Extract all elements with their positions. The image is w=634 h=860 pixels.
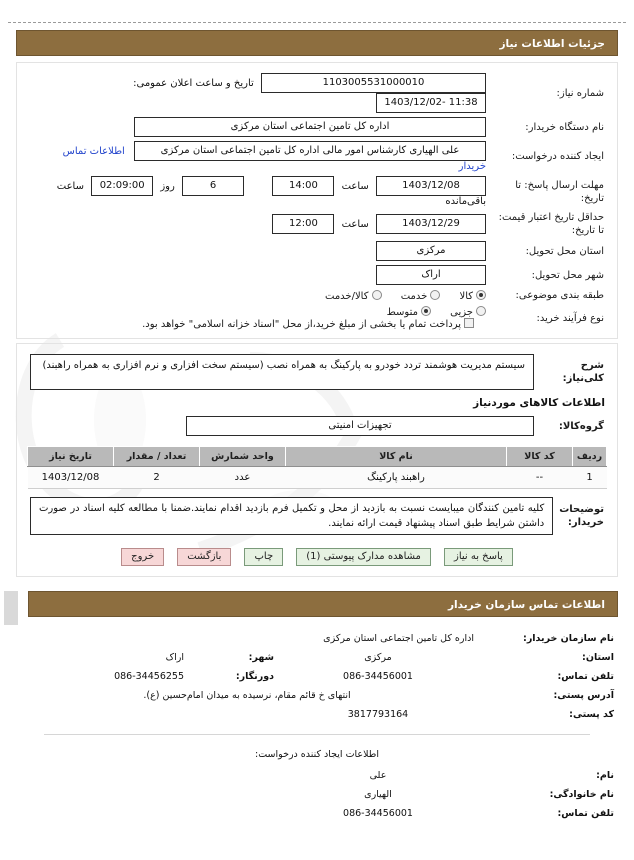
treasury-checkbox-label: پرداخت تمام یا بخشی از مبلغ خرید،از محل "اسناد خزانه اسلامی" خواهد بود. — [142, 319, 461, 330]
contact-city-label: شهر: — [248, 651, 274, 663]
buyer-contact-header — [28, 591, 618, 617]
creator-info-title: اطلاعات ایجاد کننده درخواست: — [255, 748, 379, 760]
action-buttons-row — [27, 537, 607, 570]
validity-date-field: 1403/12/29 — [376, 214, 486, 234]
col-code: کد کالا — [507, 447, 573, 467]
city-label: شهر محل تحویل: — [531, 269, 604, 281]
contact-address-label: آدرس پستی: — [553, 689, 614, 701]
deadline-label: مهلت ارسال پاسخ: تا تاریخ: — [515, 179, 604, 204]
row-goods-group — [27, 414, 607, 438]
radio-icon-selected — [476, 290, 486, 300]
page-content — [16, 30, 618, 830]
radio-icon — [476, 306, 486, 316]
announce-datetime-field: 11:38 -1403/12/02 — [376, 93, 486, 113]
days-label: روز — [160, 181, 175, 192]
radio-icon — [372, 290, 382, 300]
creator-field: علی الهیاری کارشناس امور مالی اداره کل تامین اجتماعی استان مرکزی — [134, 141, 486, 161]
row-contact-address — [16, 686, 618, 705]
row-purchase-type — [27, 304, 607, 332]
remaining-hours-label: ساعت باقی‌مانده — [56, 181, 486, 207]
creator-table — [16, 766, 618, 823]
need-details-form — [27, 71, 607, 332]
buyer-notes-form — [27, 495, 607, 537]
row-org-name — [16, 629, 618, 648]
col-need-date: تاریخ نیاز — [28, 447, 114, 467]
purchase-option-jozi-label: جزیی — [450, 307, 473, 318]
col-quantity: تعداد / مقدار — [114, 447, 200, 467]
buyer-contact-section — [16, 617, 618, 823]
category-option-khedmat[interactable] — [401, 290, 441, 302]
purchase-type-label: نوع فرآیند خرید: — [536, 312, 604, 324]
province-label: استان محل تحویل: — [525, 245, 604, 257]
back-button[interactable]: بازگشت — [177, 548, 231, 566]
contact-org-value: اداره کل تامین اجتماعی استان مرکزی — [323, 632, 474, 644]
contact-postal-label: کد پستی: — [569, 708, 614, 720]
creator-first-name-value: علی — [369, 769, 387, 781]
category-option-kala[interactable] — [459, 290, 486, 302]
row-contact-phone — [16, 667, 618, 686]
contact-phone-value: 086-34456001 — [343, 670, 413, 682]
row-contact-province — [16, 648, 618, 667]
col-name: نام کالا — [286, 447, 507, 467]
print-button[interactable]: چاپ — [244, 548, 283, 566]
deadline-hour-label: ساعت — [341, 181, 369, 192]
buyer-notes-label: توضیحات خریدار: — [559, 504, 604, 528]
creator-phone-label: تلفن تماس: — [557, 807, 614, 819]
treasury-checkbox-wrap[interactable] — [142, 318, 474, 330]
contact-phone-label: تلفن تماس: — [557, 670, 614, 682]
row-need-summary — [27, 352, 607, 392]
purchase-option-motavaset-label: متوسط — [386, 307, 418, 318]
row-need-number — [27, 71, 607, 115]
row-deadline — [27, 174, 607, 209]
contact-province-value: مرکزی — [364, 651, 392, 663]
col-unit: واحد شمارش — [200, 447, 286, 467]
row-creator-first-name — [16, 766, 618, 785]
description-form — [27, 352, 607, 392]
contact-fax-value: 086-34456255 — [114, 670, 184, 682]
contact-org-label: نام سازمان خریدار: — [523, 632, 614, 644]
respond-to-need-button[interactable]: پاسخ به نیاز — [444, 548, 513, 566]
row-creator-phone — [16, 804, 618, 823]
checkbox-icon — [464, 318, 474, 328]
goods-table — [27, 446, 607, 489]
row-validity — [27, 209, 607, 239]
contact-table — [16, 629, 618, 724]
buyer-org-field: اداره کل تامین اجتماعی استان مرکزی — [134, 117, 486, 137]
need-summary-label: شرح کلی‌نیاز: — [562, 360, 604, 384]
validity-label: حداقل تاریخ اعتبار قیمت: تا تاریخ: — [498, 212, 604, 236]
row-province — [27, 239, 607, 263]
need-number-label: شماره نیاز: — [556, 87, 604, 99]
need-number-field: 1103005531000010 — [261, 73, 486, 93]
need-details-header — [16, 30, 618, 56]
buyer-contact-header-title: اطلاعات تماس سازمان خریدار — [448, 598, 605, 611]
goods-group-label: گروه‌کالا: — [558, 420, 604, 432]
view-attachments-button[interactable]: مشاهده مدارک پیوستی (1) — [296, 548, 431, 566]
row-creator-last-name — [16, 785, 618, 804]
cell-name: راهبند پارکینگ — [286, 467, 507, 489]
creator-last-name-label: نام خانوادگی: — [549, 788, 614, 800]
province-field: مرکزی — [376, 241, 486, 261]
row-buyer-notes — [27, 495, 607, 537]
col-row: ردیف — [573, 447, 607, 467]
category-option-kala-label: کالا — [459, 290, 473, 302]
goods-group-form — [27, 414, 607, 438]
goods-info-title: اطلاعات کالاهای موردنیاز — [473, 397, 605, 409]
buyer-org-label: نام دستگاه خریدار: — [525, 121, 604, 133]
table-row — [28, 467, 607, 489]
deadline-time-field: 14:00 — [272, 176, 334, 196]
radio-icon — [430, 290, 440, 300]
goods-table-header-row — [28, 447, 607, 467]
description-panel — [16, 343, 618, 577]
category-option-khedmat-label: خدمت — [400, 290, 428, 302]
contact-address-value: انتهای خ قائم مقام، نرسیده به میدان امام‌حسین (ع). — [143, 689, 351, 701]
buyer-contact-link[interactable]: اطلاعات تماس خریدار — [62, 146, 486, 172]
row-contact-postal — [16, 705, 618, 724]
city-field: اراک — [376, 265, 486, 285]
need-summary-field: سیستم مدیریت هوشمند تردد خودرو به پارکینگ به همراه نصب (سیستم سخت افزاری و نرم افزاری به همراه راهبند) — [30, 354, 534, 390]
cell-unit: عدد — [200, 467, 286, 489]
announce-datetime-label: تاریخ و ساعت اعلان عمومی: — [133, 78, 254, 89]
purchase-option-jozi[interactable] — [450, 306, 486, 318]
cell-row: 1 — [573, 467, 607, 489]
need-details-header-title: جزئیات اطلاعات نیاز — [499, 38, 605, 50]
row-category — [27, 287, 607, 304]
cell-need-date: 1403/12/08 — [28, 467, 114, 489]
contact-province-label: استان: — [582, 651, 614, 663]
remaining-time-field: 02:09:00 — [91, 176, 153, 196]
validity-hour-label: ساعت — [341, 219, 369, 230]
category-option-kala-khedmat-label: کالا/خدمت — [325, 290, 369, 302]
row-creator — [27, 139, 607, 174]
buyer-notes-field: کلیه تامین کنندگان میبایست نسبت به بازدید از محل و تکمیل فرم بازدید اقدام نمایند.ضمنا با مطالعه کلیه اسناد در صورت داشتن شرایط طبق اسناد پیشنهاد قیمت ارائه نمایند. — [30, 497, 553, 535]
creator-first-name-label: نام: — [596, 769, 614, 781]
row-city — [27, 263, 607, 287]
cell-code: -- — [507, 467, 573, 489]
category-label: طبقه بندی موضوعی: — [515, 290, 604, 301]
creator-label: ایجاد کننده درخواست: — [511, 151, 604, 162]
deadline-date-field: 1403/12/08 — [376, 176, 486, 196]
creator-last-name-value: الهیاری — [364, 788, 392, 800]
page-top-divider — [8, 22, 626, 23]
contact-postal-value: 3817793164 — [347, 708, 409, 720]
remaining-days-field: 6 — [182, 176, 244, 196]
cell-quantity: 2 — [114, 467, 200, 489]
goods-group-field: تجهیزات امنیتی — [186, 416, 534, 436]
row-buyer-org — [27, 115, 607, 139]
radio-icon-selected — [421, 306, 431, 316]
purchase-option-motavaset[interactable] — [387, 306, 431, 318]
contact-city-value: اراک — [165, 651, 184, 663]
contact-fax-label: دورنگار: — [235, 670, 274, 682]
category-option-kala-khedmat[interactable] — [325, 290, 382, 302]
creator-phone-value: 086-34456001 — [343, 807, 413, 819]
need-details-panel — [16, 62, 618, 339]
validity-time-field: 12:00 — [272, 214, 334, 234]
exit-button[interactable]: خروج — [121, 548, 164, 566]
